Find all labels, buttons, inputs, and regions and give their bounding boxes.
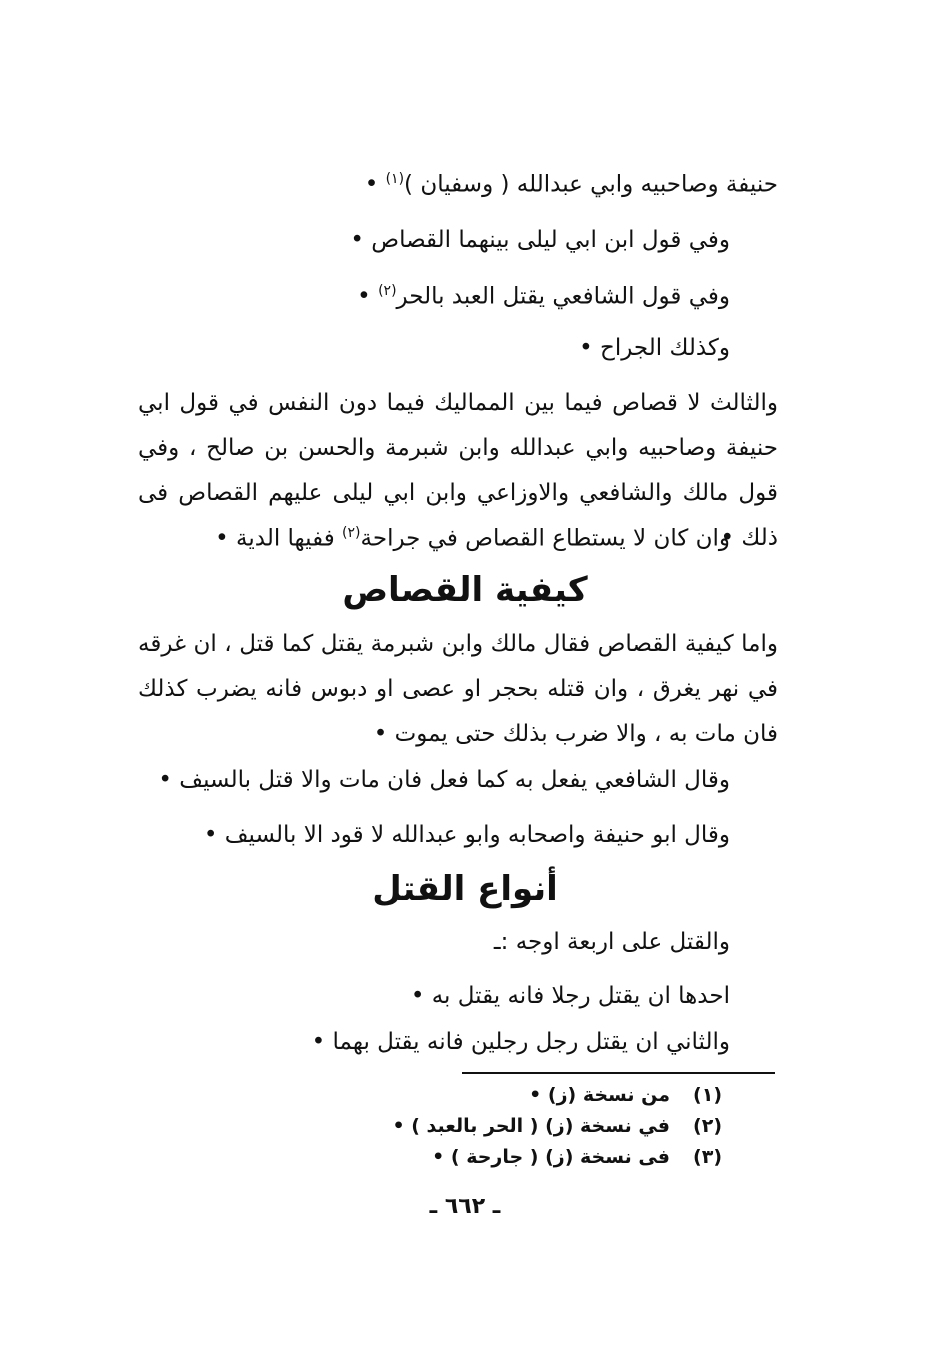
text-line-8: والقتل على اربعة اوجه :ـ bbox=[493, 929, 730, 955]
text-line-1 bbox=[365, 172, 778, 197]
footnote-1-number: (١) bbox=[693, 1084, 722, 1106]
footnote-2-number: (٢) bbox=[693, 1115, 722, 1137]
text-line-1-end: • bbox=[364, 171, 386, 198]
footnote-3-text: فى نسخة (ز) ( جارحة ) • bbox=[432, 1146, 670, 1168]
footnote-divider bbox=[462, 1072, 775, 1074]
text-line-9: احدها ان يقتل رجلا فانه يقتل به • bbox=[410, 983, 730, 1009]
footnote-1 bbox=[529, 1084, 722, 1106]
text-line-5 bbox=[215, 526, 730, 551]
text-line-1-body: حنيفة وصاحبيه وابي عبدالله ( وسفيان ) bbox=[404, 171, 778, 198]
text-line-10: والثاني ان يقتل رجل رجلين فانه يقتل بهما • bbox=[311, 1029, 730, 1055]
text-line-3-end: • bbox=[357, 283, 379, 310]
footnote-ref-1: (١) bbox=[385, 171, 405, 187]
section-heading-method-of-retaliation: كيفية القصاص bbox=[342, 570, 588, 610]
footnote-ref-3: (٢) bbox=[342, 525, 361, 541]
footnote-3 bbox=[432, 1146, 722, 1168]
footnote-1-text: من نسخة (ز) • bbox=[529, 1084, 670, 1106]
footnote-3-number: (٣) bbox=[693, 1146, 722, 1168]
text-line-6: وقال الشافعي يفعل به كما فعل فان مات والا قتل بالسيف • bbox=[158, 767, 730, 793]
text-line-4: وكذلك الجراح • bbox=[579, 335, 730, 361]
text-line-3-body: وفي قول الشافعي يقتل العبد بالحر bbox=[396, 283, 730, 310]
text-line-5-end: ففيها الدية • bbox=[215, 525, 343, 552]
section-heading-types-of-killing: أنواع القتل bbox=[372, 869, 558, 909]
footnote-ref-2: (٢) bbox=[378, 283, 397, 299]
text-line-7: وقال ابو حنيفة واصحابه وابو عبدالله لا قود الا بالسيف • bbox=[203, 822, 730, 848]
text-line-5-body: وان كان لا يستطاع القصاص في جراحة bbox=[360, 525, 730, 552]
page-number: ـ ٦٦٢ ـ bbox=[429, 1194, 501, 1219]
footnote-2-text: في نسخة (ز) ( الحر بالعبد ) • bbox=[392, 1115, 670, 1137]
footnote-2 bbox=[393, 1115, 723, 1137]
paragraph-third-case: والثالث لا قصاص فيما بين المماليك فيما دون النفس في قول ابي حنيفة وصاحبيه وابي عبدالله وابن شبرمة والحسن بن صالح ، وفي قول مالك والشافعي والاوزاعي وابن ابي ليلى عليهم القصاص فى ذلك • bbox=[138, 390, 778, 551]
text-line-2: وفي قول ابن ابي ليلى بينهما القصاص • bbox=[350, 227, 730, 253]
paragraph-method-of-retaliation: واما كيفية القصاص فقال مالك وابن شبرمة يقتل كما قتل ، ان غرقه في نهر يغرق ، وان قتله بحجر او عصى او دبوس فانه يضرب كذلك فان مات به ، والا ضرب بذلك حتى يموت • bbox=[138, 631, 778, 747]
text-line-3 bbox=[357, 284, 730, 309]
